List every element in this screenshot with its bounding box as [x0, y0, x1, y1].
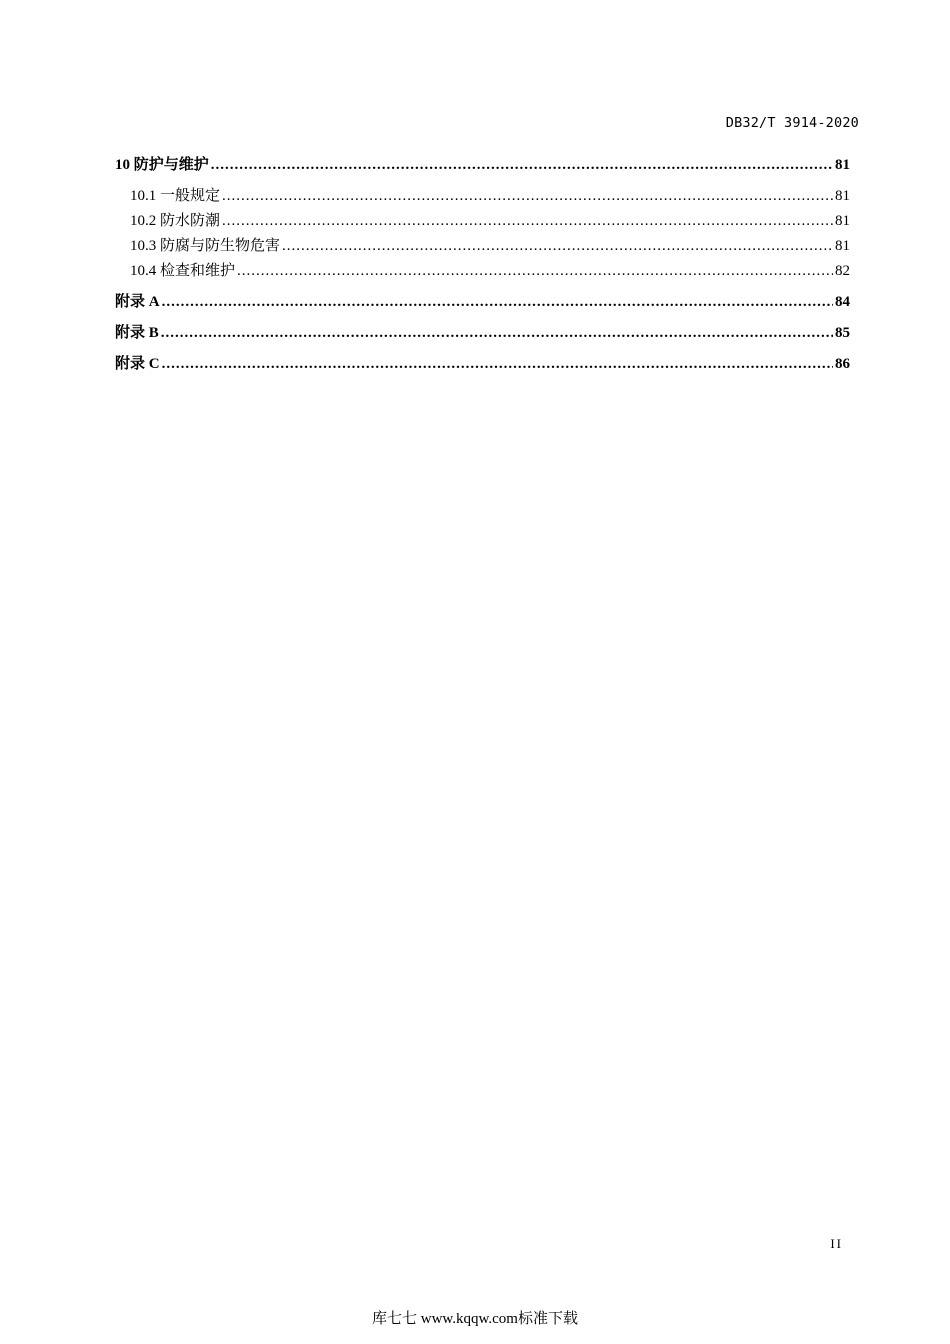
toc-leader-dots [162, 292, 833, 312]
document-code: DB32/T 3914-2020 [725, 115, 859, 131]
toc-entry-page: 81 [835, 188, 850, 204]
toc-leader-dots [161, 323, 833, 343]
toc-entry-page: 81 [835, 157, 850, 173]
page-number: II [830, 1236, 843, 1251]
toc-entry-appendix-a[interactable] [115, 292, 850, 312]
toc-entry-title: 10.1 一般规定 [130, 188, 221, 204]
toc-entry-title: 附录 C [115, 356, 160, 372]
toc-leader-dots [282, 236, 833, 256]
toc-entry-chapter-10[interactable] [115, 155, 850, 175]
toc-entry-page: 82 [835, 263, 850, 279]
toc-entry-appendix-c[interactable] [115, 354, 850, 374]
toc-entry-title: 10 防护与维护 [115, 157, 209, 173]
toc-leader-dots [222, 186, 833, 206]
toc-entry-10-2[interactable] [130, 211, 850, 231]
toc-leader-dots [211, 155, 833, 175]
toc-leader-dots [162, 354, 833, 374]
toc-entry-10-1[interactable] [130, 186, 850, 206]
toc-entry-appendix-b[interactable] [115, 323, 850, 343]
toc-entry-title: 10.2 防水防潮 [130, 213, 221, 229]
toc-entry-page: 85 [835, 325, 850, 341]
toc-entry-page: 86 [835, 356, 850, 372]
toc-entry-title: 附录 B [115, 325, 159, 341]
toc-entry-title: 附录 A [115, 294, 160, 310]
toc-entry-10-3[interactable] [130, 236, 850, 256]
toc-entry-title: 10.3 防腐与防生物危害 [130, 238, 281, 254]
toc-leader-dots [237, 261, 833, 281]
toc-entry-title: 10.4 检查和维护 [130, 263, 236, 279]
toc-entry-page: 81 [835, 238, 850, 254]
toc-entry-page: 84 [835, 294, 850, 310]
footer-watermark: 库七七 www.kqqw.com标准下载 [372, 1311, 578, 1327]
toc-leader-dots [222, 211, 833, 231]
toc-entry-10-4[interactable] [130, 261, 850, 281]
toc-entry-page: 81 [835, 213, 850, 229]
